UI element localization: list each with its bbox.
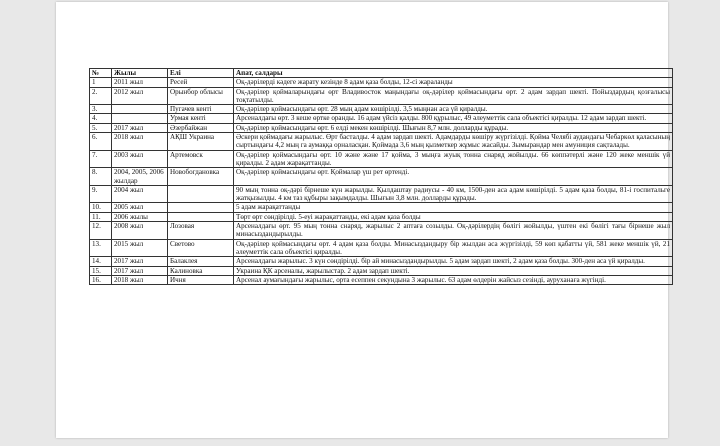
cell-number: 12. bbox=[90, 222, 112, 240]
table-row bbox=[90, 203, 673, 212]
cell-year: 2008 жыл bbox=[112, 222, 168, 240]
table-row bbox=[90, 168, 673, 186]
table-row bbox=[90, 257, 673, 266]
cell-number: 7. bbox=[90, 150, 112, 168]
cell-year: 2017 жыл bbox=[112, 123, 168, 132]
table-header-row bbox=[90, 69, 673, 78]
cell-country bbox=[168, 203, 234, 212]
cell-country: Светово bbox=[168, 239, 234, 257]
cell-description: Оқ-дәрілерді кәдеге жарату кезінде 8 адам қаза болды, 12-сі жараланды bbox=[234, 78, 673, 87]
cell-year: 2005 жыл bbox=[112, 203, 168, 212]
cell-year: 2018 жыл bbox=[112, 275, 168, 284]
table-row bbox=[90, 87, 673, 105]
cell-description: Арсеналдағы өрт. 3 кеше өртке оранды. 16 адам үйсіз қалды. 800 құрылыс, 49 әлеуметтік сала объектісі қиралды. 12 адам зардап шекті. bbox=[234, 114, 673, 123]
header-country: Елі bbox=[168, 69, 234, 78]
cell-description: Арсенал аумағындағы жарылыс, орта есеппен секундына 3 жарылыс. 63 адам өлдерін жайсыз сезінді, ауруханаға жүгінді. bbox=[234, 275, 673, 284]
table-row bbox=[90, 78, 673, 87]
cell-country: Урмая кенті bbox=[168, 114, 234, 123]
table-row bbox=[90, 114, 673, 123]
cell-year bbox=[112, 105, 168, 114]
table-row bbox=[90, 150, 673, 168]
table-row bbox=[90, 212, 673, 221]
cell-year: 2011 жыл bbox=[112, 78, 168, 87]
cell-number: 5. bbox=[90, 123, 112, 132]
cell-number: 11. bbox=[90, 212, 112, 221]
accidents-table bbox=[89, 68, 673, 285]
cell-description: Арсеналдағы өрт. 95 мың тонна снаряд, жарылыс 2 аптаға созылды. Оқ-дәрілердің бөлігі жойылды, үштен екі бөлігі тағы бірнеше жыл минасыздандырылды. bbox=[234, 222, 673, 240]
table-row bbox=[90, 222, 673, 240]
cell-year: 2006 жылы bbox=[112, 212, 168, 221]
cell-country: Ичня bbox=[168, 275, 234, 284]
cell-country: Балаклея bbox=[168, 257, 234, 266]
header-year: Жылы bbox=[112, 69, 168, 78]
cell-description: Әскери қоймадағы жарылыс. Өрт басталды. 4 адам зардап шекті. Адамдарды көшіру жүргізілді. Қойма Челябі аудандағы Чебаркөл қаласының сыртындағы 4,2 мың га аумаққа орналасқан. Қоймада 3,6 мың қызметкер жұмыс жасайды. Зымырандар мен амуниция сақталады. bbox=[234, 133, 673, 151]
cell-year: 2003 жыл bbox=[112, 150, 168, 168]
cell-year: 2015 жыл bbox=[112, 239, 168, 257]
cell-country: Пугачев кенті bbox=[168, 105, 234, 114]
cell-description: 5 адам жарақаттанды bbox=[234, 203, 673, 212]
cell-number: 9. bbox=[90, 185, 112, 203]
cell-number: 15. bbox=[90, 266, 112, 275]
document-page bbox=[56, 2, 668, 438]
cell-year: 2017 жыл bbox=[112, 257, 168, 266]
table-row bbox=[90, 105, 673, 114]
cell-number: 14. bbox=[90, 257, 112, 266]
header-number: № bbox=[90, 69, 112, 78]
cell-country: Новобогдановка bbox=[168, 168, 234, 186]
cell-description: Оқ-дәрілер қоймаларындағы өрт Владивосток маңындағы оқ-дәрілер қоймасындағы өрт. 2 адам зардап шекті. Пойыздардың қозғалысы тоқтатылды. bbox=[234, 87, 673, 105]
cell-description: 90 мың тонна оқ-дәрі бірнеше күн жарылды. Қылдаштау радиусы - 40 км, 1500-ден аса адам көшірілді. 5 адам қаза болды, 81-і госпитальге жатқызылды. 4 км таз құбыры зақымдалды. Шығын 3,8 млн. долларды құрады. bbox=[234, 185, 673, 203]
cell-number: 16. bbox=[90, 275, 112, 284]
cell-year: 2004, 2005, 2006 жылдар bbox=[112, 168, 168, 186]
table-row bbox=[90, 275, 673, 284]
cell-number: 3. bbox=[90, 105, 112, 114]
cell-number: 4. bbox=[90, 114, 112, 123]
cell-number: 1 bbox=[90, 78, 112, 87]
cell-country bbox=[168, 185, 234, 203]
cell-country: Калиновка bbox=[168, 266, 234, 275]
cell-description: Арсеналдағы жарылыс. 3 күн сөндірілді. бір ай минасыздандырылды. 5 адам зардап шекті, 2 адам қаза болды. 300-ден аса үй қиралды. bbox=[234, 257, 673, 266]
cell-country: Орынбор облысы bbox=[168, 87, 234, 105]
cell-number: 2. bbox=[90, 87, 112, 105]
table-row bbox=[90, 185, 673, 203]
cell-country: АҚШ Украина bbox=[168, 133, 234, 151]
cell-number: 8. bbox=[90, 168, 112, 186]
cell-country bbox=[168, 212, 234, 221]
cell-description: Оқ-дәрілер қоймасындағы өрт. 10 және және 17 қойма, 3 мыңға жуық тонна снаряд жойылды. 66 көппәтерлі және 120 жеке меншік үй қиралды. 2 адам жарақаттанды. bbox=[234, 150, 673, 168]
cell-country: Әзербайжан bbox=[168, 123, 234, 132]
cell-year: 2004 жыл bbox=[112, 185, 168, 203]
cell-country: Ресей bbox=[168, 78, 234, 87]
cell-number: 13. bbox=[90, 239, 112, 257]
header-consequences: Апат, салдары bbox=[234, 69, 673, 78]
table-row bbox=[90, 123, 673, 132]
cell-country: Артемовск bbox=[168, 150, 234, 168]
cell-description: Оқ-дәрілер қоймасындағы өрт. 4 адам қаза болды. Минасыздандыру бір жылдан аса жүргізілді, 59 көп қабатты үй, 581 жеке меншік үй, 21 әлеуметтік сала объектісі қиралды. bbox=[234, 239, 673, 257]
table-row bbox=[90, 266, 673, 275]
cell-description: Украина ҚК арсеналы, жарылыстар. 2 адам зардап шекті. bbox=[234, 266, 673, 275]
cell-number: 10. bbox=[90, 203, 112, 212]
cell-year: 2018 жыл bbox=[112, 133, 168, 151]
table-row bbox=[90, 239, 673, 257]
cell-year bbox=[112, 114, 168, 123]
cell-description: Оқ-дәрілер қоймасындағы өрт. Қоймалар үш рет өртенді. bbox=[234, 168, 673, 186]
cell-description: Төрт өрт сөндірілді. 5-еуі жарақаттанды, екі адам қаза болды bbox=[234, 212, 673, 221]
table-row bbox=[90, 133, 673, 151]
cell-year: 2017 жыл bbox=[112, 266, 168, 275]
cell-country: Лозовая bbox=[168, 222, 234, 240]
cell-description: Оқ-дәрілер қоймасындағы өрт. 28 мың адам көшірілді. 3,5 мыңнан аса үй қиралды. bbox=[234, 105, 673, 114]
cell-year: 2012 жыл bbox=[112, 87, 168, 105]
cell-number: 6. bbox=[90, 133, 112, 151]
cell-description: Оқ-дәрілер қоймасындағы өрт. 6 елді мекен көшірілді. Шығын 8,7 млн. долларды құрады. bbox=[234, 123, 673, 132]
